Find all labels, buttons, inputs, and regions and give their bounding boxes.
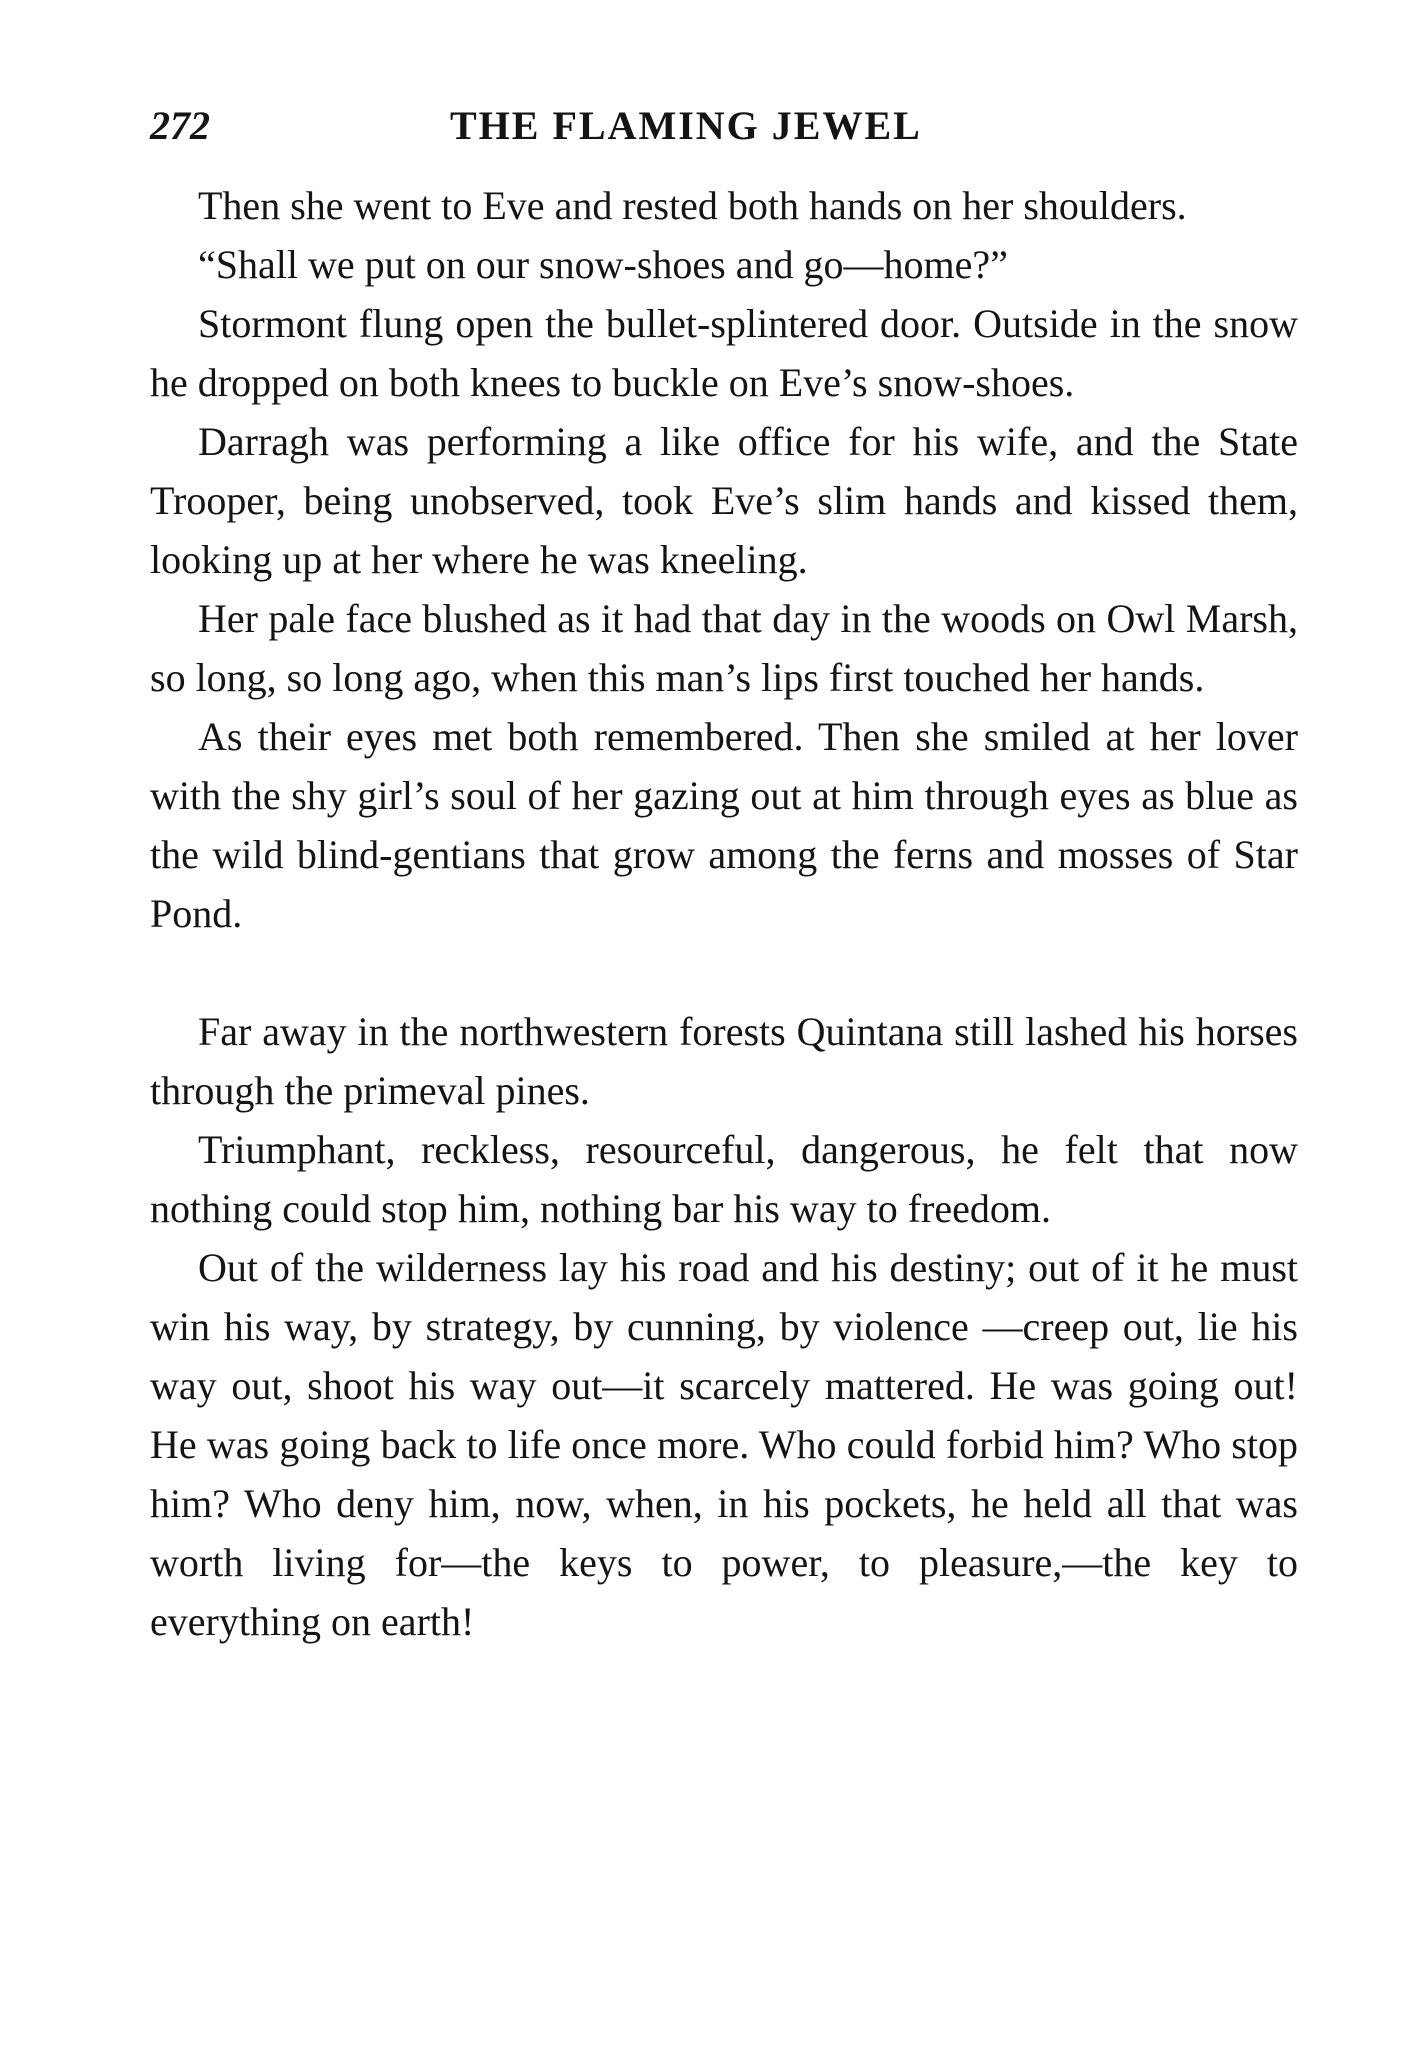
running-head bbox=[150, 96, 1300, 156]
paragraph: Stormont flung open the bullet-splintered door. Outside in the snow he dropped on both knees to buckle on Eve’s snow-shoes. bbox=[150, 301, 1298, 405]
paragraph: As their eyes met both remembered. Then she smiled at her lover with the shy girl’s soul of her gazing out at him through eyes as blue as the wild blind-gentians that grow among the ferns and mosses of Star Pond. bbox=[150, 714, 1298, 936]
paragraph: Out of the wilderness lay his road and his destiny; out of it he must win his way, by strategy, by cunning, by violence —creep out, lie his way out, shoot his way out—it scarcely mattered. He was going out! He was going back to life once more. Who could forbid him? Who stop him? Who deny him, now, when, in his pockets, he held all that was worth living for—the keys to power, to pleasure,—the key to everything on earth! bbox=[150, 1245, 1298, 1644]
running-title: THE FLAMING JEWEL bbox=[450, 103, 922, 148]
section-break bbox=[150, 943, 1298, 1002]
paragraph: Darragh was performing a like office for his wife, and the State Trooper, being unobserved, took Eve’s slim hands and kissed them, looking up at her where he was kneeling. bbox=[150, 419, 1298, 582]
body-text bbox=[150, 176, 1298, 1651]
paragraph: Her pale face blushed as it had that day in the woods on Owl Marsh, so long, so long ago, when this man’s lips first touched her hands. bbox=[150, 596, 1298, 700]
paragraph: “Shall we put on our snow-shoes and go—home?” bbox=[198, 242, 1008, 287]
page-number: 272 bbox=[150, 103, 210, 148]
paragraph: Then she went to Eve and rested both hands on her shoulders. bbox=[198, 183, 1187, 228]
paragraph: Far away in the northwestern forests Quintana still lashed his horses through the primeval pines. bbox=[150, 1009, 1298, 1113]
paragraph: Triumphant, reckless, resourceful, dangerous, he felt that now nothing could stop him, nothing bar his way to freedom. bbox=[150, 1127, 1298, 1231]
